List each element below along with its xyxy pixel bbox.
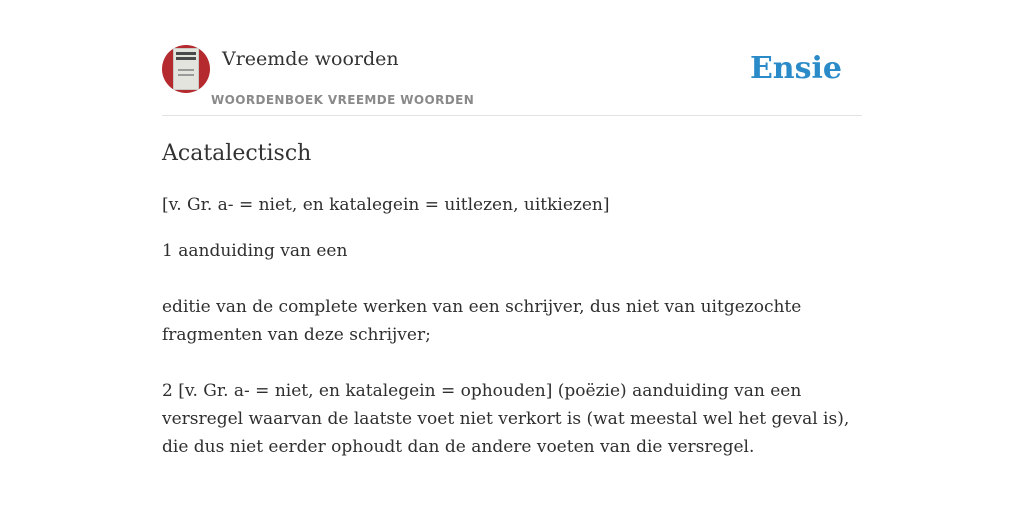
book-cover-icon[interactable]: [162, 45, 210, 93]
entry-etymology: [v. Gr. a- = niet, en katalegein = uitlezen, uitkiezen]: [162, 195, 610, 215]
cover-line: [176, 57, 196, 60]
entry-title: Acatalectisch: [162, 141, 312, 166]
brand-logo[interactable]: Ensie: [749, 51, 842, 86]
entry-definition: 1 aanduiding van een editie van de complete werken van een schrijver, dus niet van uitgezochte fragmenten van deze schrijver; 2 [v. Gr. a- = niet, en katalegein = ophouden] (poëzie) aanduiding van een versregel waarvan de laatste voet niet verkort is (wat meestal wel het geval is), die dus niet eerder ophoudt dan de andere voeten van die versregel.: [162, 241, 850, 457]
book-cover-graphic: [173, 48, 199, 90]
site-subtitle: WOORDENBOEK VREEMDE WOORDEN: [211, 93, 475, 107]
cover-line: [178, 69, 194, 71]
entry-content: [162, 138, 862, 461]
cover-line: [178, 74, 194, 76]
site-title[interactable]: Vreemde woorden: [222, 48, 399, 70]
header: [162, 45, 862, 116]
cover-line: [176, 52, 196, 55]
